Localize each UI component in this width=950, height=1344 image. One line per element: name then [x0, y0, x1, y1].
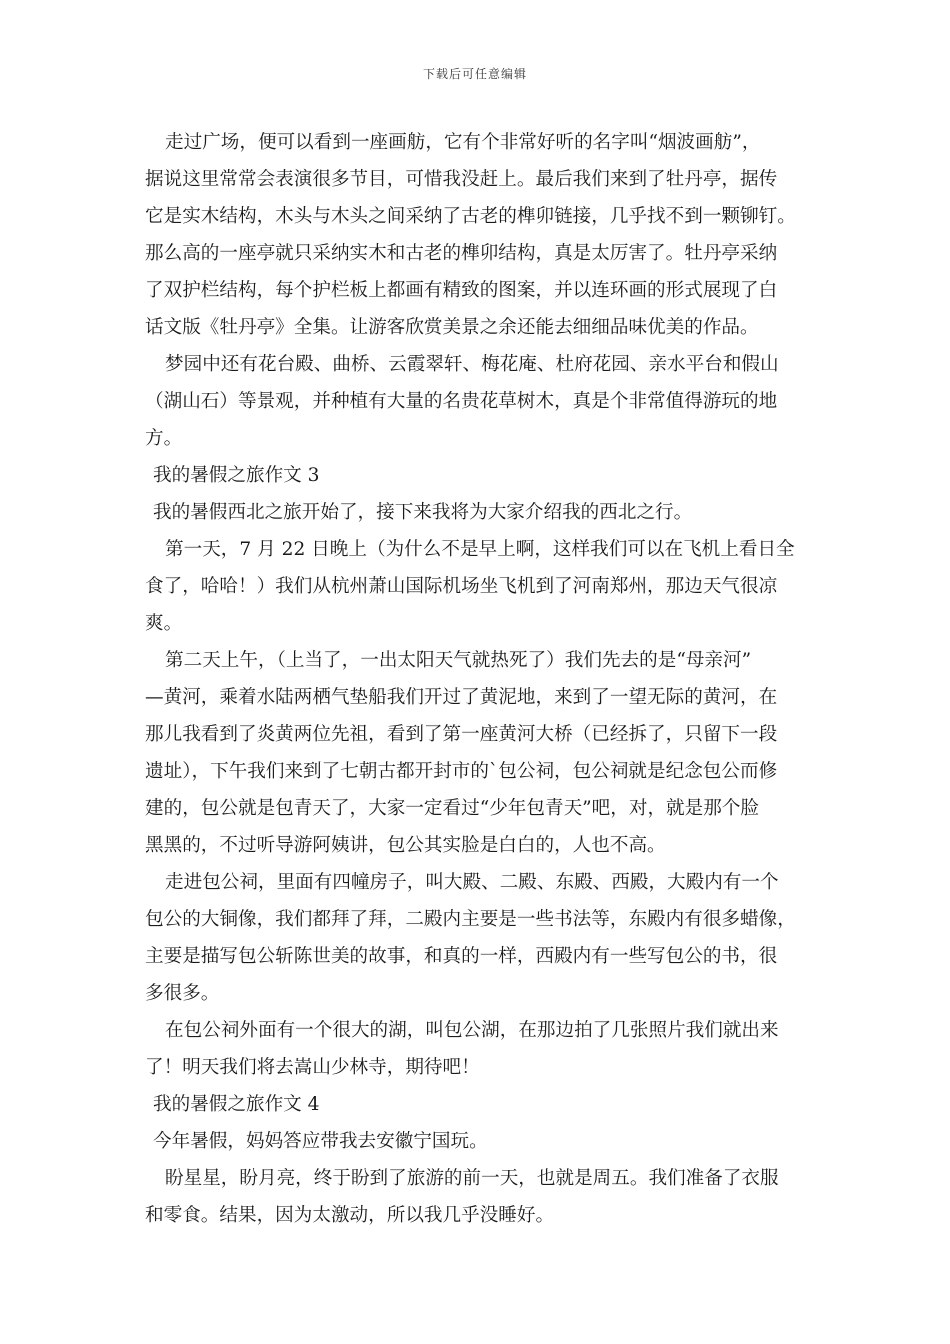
paragraph-line: 遗址），下午我们来到了七朝古都开封市的`包公祠，包公祠就是纪念包公而修 [145, 761, 778, 782]
paragraph-line: 爽。 [145, 613, 183, 634]
paragraph-line: 第一天，7 月 22 日晚上（为什么不是早上啊，这样我们可以在飞机上看日全 [165, 539, 795, 560]
paragraph-line: 多很多。 [145, 983, 220, 1004]
paragraph-line: —黄河，乘着水陆两栖气垫船我们开过了黄泥地，来到了一望无际的黄河，在 [145, 687, 778, 708]
paragraph-line: 据说这里常常会表演很多节目，可惜我没赶上。最后我们来到了牡丹亭，据传 [145, 169, 778, 190]
paragraph-line: 包公的大铜像，我们都拜了拜，二殿内主要是一些书法等，东殿内有很多蜡像， [145, 909, 796, 930]
paragraph-line: 话文版《牡丹亭》全集。让游客欣赏美景之余还能去细细品味优美的作品。 [145, 317, 759, 338]
paragraph-line: 走过广场，便可以看到一座画舫，它有个非常好听的名字叫“烟波画舫”， [165, 132, 761, 153]
paragraph-line: 方。 [145, 428, 183, 449]
section-title: 我的暑假之旅作文 3 [153, 465, 320, 486]
paragraph-line: （湖山石）等景观，并种植有大量的名贵花草树木，真是个非常值得游玩的地 [145, 391, 778, 412]
paragraph-line: 走进包公祠，里面有四幢房子，叫大殿、二殿、东殿、西殿，大殿内有一个 [165, 872, 779, 893]
section-title: 我的暑假之旅作文 4 [153, 1094, 320, 1115]
paragraph-line: 第二天上午，（上当了，一出太阳天气就热死了）我们先去的是“母亲河” [165, 650, 752, 671]
paragraph-line: 了！明天我们将去嵩山少林寺，期待吧！ [145, 1057, 480, 1078]
paragraph-line: 了双护栏结构，每个护栏板上都画有精致的图案，并以连环画的形式展现了白 [145, 280, 778, 301]
paragraph-line: 那么高的一座亭就只采纳实木和古老的榫卯结构，真是太厉害了。牡丹亭采纳 [145, 243, 778, 264]
paragraph-line: 盼星星，盼月亮，终于盼到了旅游的前一天，也就是周五。我们准备了衣服 [165, 1168, 779, 1189]
paragraph-line: 那儿我看到了炎黄两位先祖，看到了第一座黄河大桥（已经拆了，只留下一段 [145, 724, 778, 745]
page-header: 下载后可任意编辑 [422, 67, 527, 81]
paragraph-line: 食了，哈哈！）我们从杭州萧山国际机场坐飞机到了河南郑州，那边天气很凉 [145, 576, 778, 597]
paragraph-line: 我的暑假西北之旅开始了，接下来我将为大家介绍我的西北之行。 [153, 502, 693, 523]
paragraph-line: 和零食。结果，因为太激动，所以我几乎没睡好。 [145, 1205, 555, 1226]
paragraph-line: 梦园中还有花台殿、曲桥、云霞翠轩、梅花庵、杜府花园、亲水平台和假山 [165, 354, 779, 375]
paragraph-line: 今年暑假，妈妈答应带我去安徽宁国玩。 [153, 1131, 488, 1152]
paragraph-line: 在包公祠外面有一个很大的湖，叫包公湖，在那边拍了几张照片我们就出来 [165, 1020, 779, 1041]
document-body [145, 124, 817, 1234]
paragraph-line: 主要是描写包公斩陈世美的故事，和真的一样，西殿内有一些写包公的书，很 [145, 946, 778, 967]
paragraph-line: 它是实木结构，木头与木头之间采纳了古老的榫卯链接，几乎找不到一颗铆钉。 [145, 206, 796, 227]
paragraph-line: 建的，包公就是包青天了，大家一定看过“少年包青天”吧，对，就是那个脸 [145, 798, 760, 819]
paragraph-line: 黑黑的，不过听导游阿姨讲，包公其实脸是白白的，人也不高。 [145, 835, 666, 856]
